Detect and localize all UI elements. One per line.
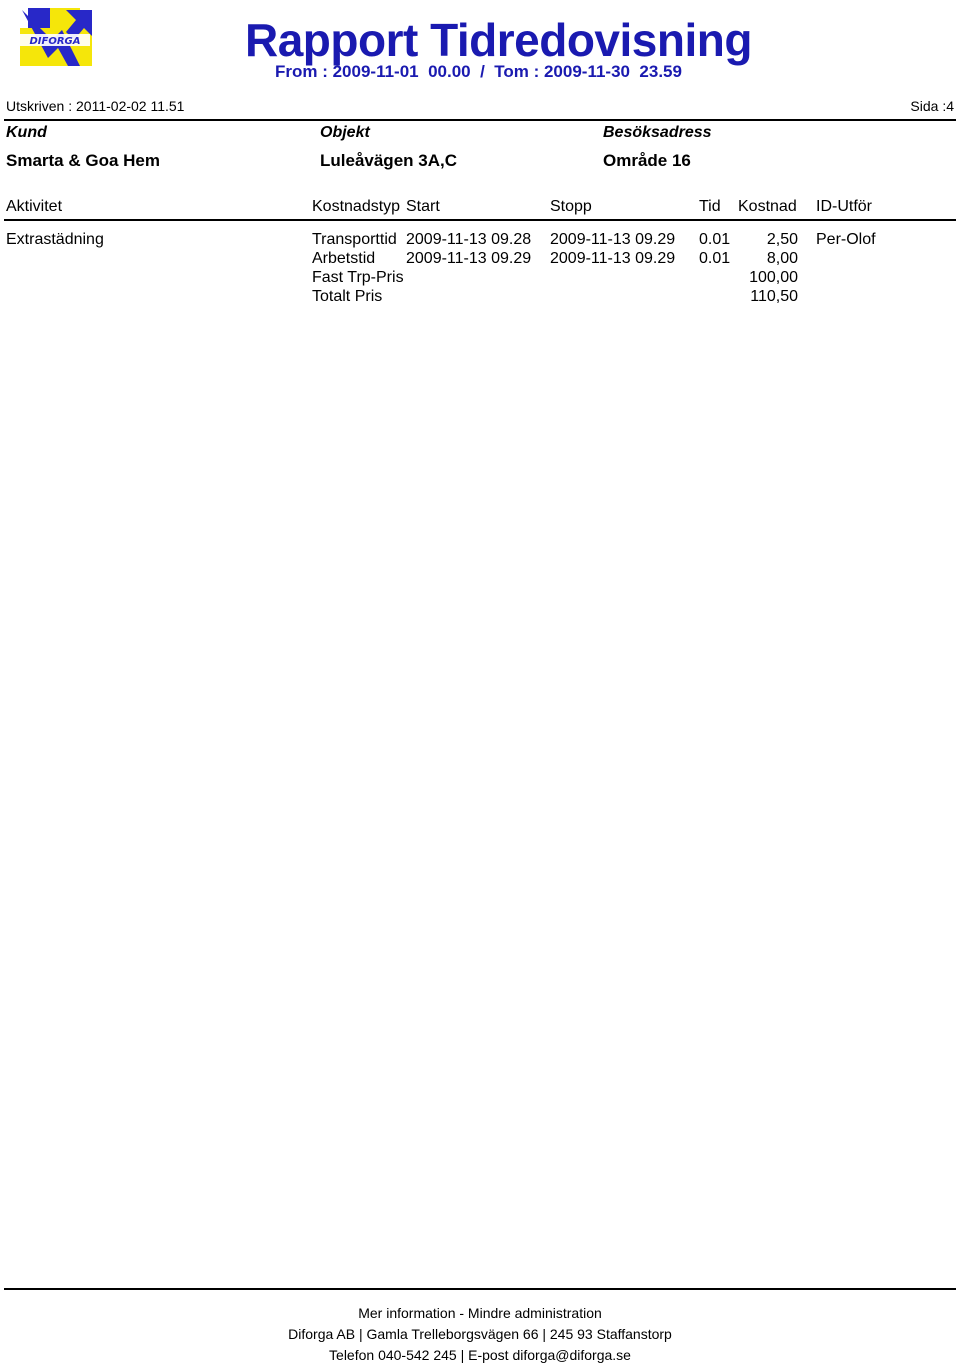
label-objekt: Objekt: [320, 124, 370, 141]
table-header-divider: [4, 219, 956, 221]
value-kund: Smarta & Goa Hem: [6, 151, 160, 170]
cell-kostnadstyp: Arbetstid: [312, 250, 376, 267]
activity-name: Extrastädning: [6, 231, 104, 248]
col-id-utfor: ID-Utför: [816, 198, 872, 215]
col-kostnad: Kostnad: [738, 198, 797, 215]
page-number: Sida :4: [910, 98, 954, 114]
cell-start: 2009-11-13 09.29: [406, 250, 532, 267]
value-objekt: Luleåvägen 3A,C: [320, 151, 457, 170]
value-besoksadress: Område 16: [603, 151, 691, 170]
cell-kostnad: 110,50: [750, 288, 798, 305]
label-besoksadress: Besöksadress: [603, 124, 712, 141]
footer-address: Diforga AB | Gamla Trelleborgsvägen 66 | 245 93 Staffanstorp: [288, 1326, 672, 1342]
header-divider: [4, 119, 956, 121]
logo-text: DIFORGA: [29, 36, 81, 47]
report-period: From : 2009-11-01 00.00 / Tom : 2009-11-30 23.59: [275, 62, 682, 81]
cell-kostnadstyp: Transporttid: [312, 231, 397, 248]
cell-tid: 0.01: [699, 231, 731, 248]
cell-kostnad: 100,00: [749, 269, 798, 286]
diforga-logo: [18, 6, 94, 68]
cell-kostnadstyp: Totalt Pris: [312, 288, 383, 305]
footer-contact: Telefon 040-542 245 | E-post diforga@diforga.se: [329, 1347, 631, 1363]
cell-kostnadstyp: Fast Trp-Pris: [312, 269, 404, 286]
footer-divider: [4, 1288, 956, 1290]
cell-start: 2009-11-13 09.28: [406, 231, 532, 248]
cell-id-utfor: Per-Olof: [816, 231, 876, 248]
col-start: Start: [406, 198, 440, 215]
col-aktivitet: Aktivitet: [6, 198, 63, 215]
label-kund: Kund: [6, 124, 47, 141]
cell-tid: 0.01: [699, 250, 731, 267]
printed-date: Utskriven : 2011-02-02 11.51: [6, 98, 185, 114]
col-kostnadstyp: Kostnadstyp: [312, 198, 401, 215]
footer-tagline: Mer information - Mindre administration: [358, 1305, 602, 1321]
cell-kostnad: 2,50: [766, 231, 798, 248]
report-title: Rapport Tidredovisning: [245, 14, 752, 66]
col-stopp: Stopp: [550, 198, 592, 215]
col-tid: Tid: [699, 198, 721, 215]
cell-stopp: 2009-11-13 09.29: [550, 250, 676, 267]
cell-kostnad: 8,00: [766, 250, 798, 267]
cell-stopp: 2009-11-13 09.29: [550, 231, 676, 248]
